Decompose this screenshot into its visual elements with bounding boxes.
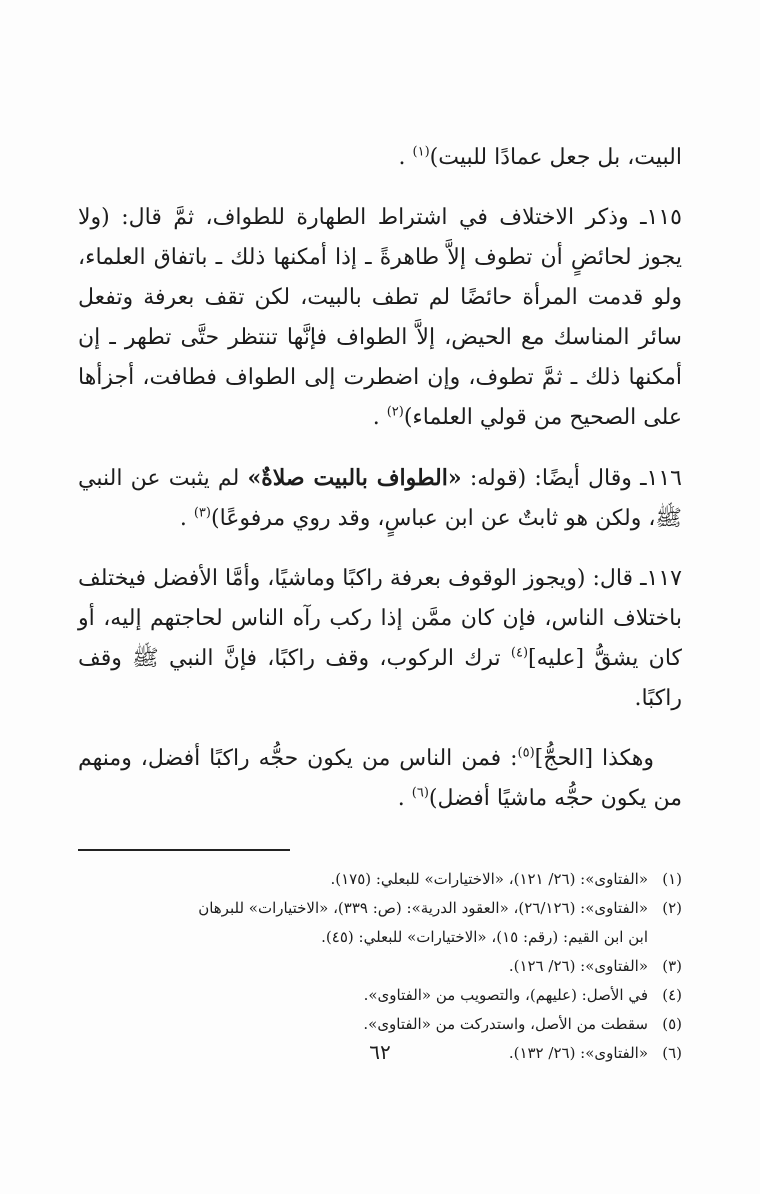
footnote: (٥) سقطت من الأصل، واستدركت من «الفتاوى». xyxy=(363,1015,682,1033)
footnote-ref[interactable]: (٥) xyxy=(517,745,535,761)
footnotes xyxy=(78,865,682,1068)
footnote-ref[interactable]: (١) xyxy=(412,144,430,160)
footnote: (١) «الفتاوى»: (٢٦/ ١٢١)، «الاختيارات» للبعلي: (١٧٥). xyxy=(330,870,682,888)
footnote-ref[interactable]: (٢) xyxy=(386,404,404,420)
paragraph-117: ١١٧ـ قال: (ويجوز الوقوف بعرفة راكبًا وماشيًا، وأمَّا الأفضل فيختلف باختلاف الناس، فإن كان ممَّن إذا ركب رآه الناس لحاجتهم إليه، أو كان يشقُّ [عليه]$^{(٤)}$ ترك الركوب، وقف راكبًا، فإنَّ النبي ﷺ وقف راكبًا. xyxy=(78,566,682,711)
footnote-ref[interactable]: (٣) xyxy=(193,505,211,521)
footnote: (٣) «الفتاوى»: (٢٦/ ١٢٦). xyxy=(508,957,682,975)
footnote-continuation: ابن ابن القيم: (رقم: ١٥)، «الاختيارات» للبعلي: (٤٥). xyxy=(321,928,648,946)
footnote-ref[interactable]: (٤) xyxy=(510,645,529,661)
page-number: ٦٢ xyxy=(369,1040,391,1064)
hadith-quote: «الطواف بالبيت صلاةٌ» xyxy=(247,465,462,491)
footnote-ref[interactable]: (٦) xyxy=(411,785,429,801)
page-body xyxy=(78,138,682,1068)
footnote: (٤) في الأصل: (عليهم)، والتصويب من «الفتاوى». xyxy=(363,986,682,1004)
footnote: (٢) «الفتاوى»: (٢٦/١٢٦)، «العقود الدرية»: (ص: ٣٣٩)، «الاختيارات» للبرهان xyxy=(198,899,682,917)
paragraph-continuation: البيت، بل جعل عمادًا للبيت)$^{(١)}$ . xyxy=(398,144,682,170)
paragraph-115: ١١٥ـ وذكر الاختلاف في اشتراط الطهارة للطواف، ثمَّ قال: (ولا يجوز لحائضٍ أن تطوف إلاَّ طاهرةً ـ إذا أمكنها ذلك ـ باتفاق العلماء، ولو قدمت المرأة حائضًا لم تطف بالبيت، لكن تقف بعرفة وتفعل سائر المناسك مع الحيض، إلاَّ الطواف فإنَّها تنتظر حتَّى تطهر ـ إن أمكنها ذلك ـ ثمَّ تطوف، وإن اضطرت إلى الطواف فطافت، أجزأها على الصحيح من قولي العلماء)$^{(٢)}$ . xyxy=(78,205,682,430)
paragraph-118: وهكذا [الحجُّ]$^{(٥)}$: فمن الناس من يكون حجُّه راكبًا أفضل، ومنهم من يكون حجُّه ماشيًا أفضل)$^{(٦)}$ . xyxy=(78,745,682,811)
footnote-separator xyxy=(78,849,290,851)
paragraph-116: ١١٦ـ وقال أيضًا: (قوله: «الطواف بالبيت صلاةٌ» لم يثبت عن النبي ﷺ، ولكن هو ثابتٌ عن ابن عباسٍ، وقد روي مرفوعًا)$^{(٣)}$ . xyxy=(78,465,682,531)
footnote: (٦) «الفتاوى»: (٢٦/ ١٣٢). xyxy=(508,1044,682,1062)
